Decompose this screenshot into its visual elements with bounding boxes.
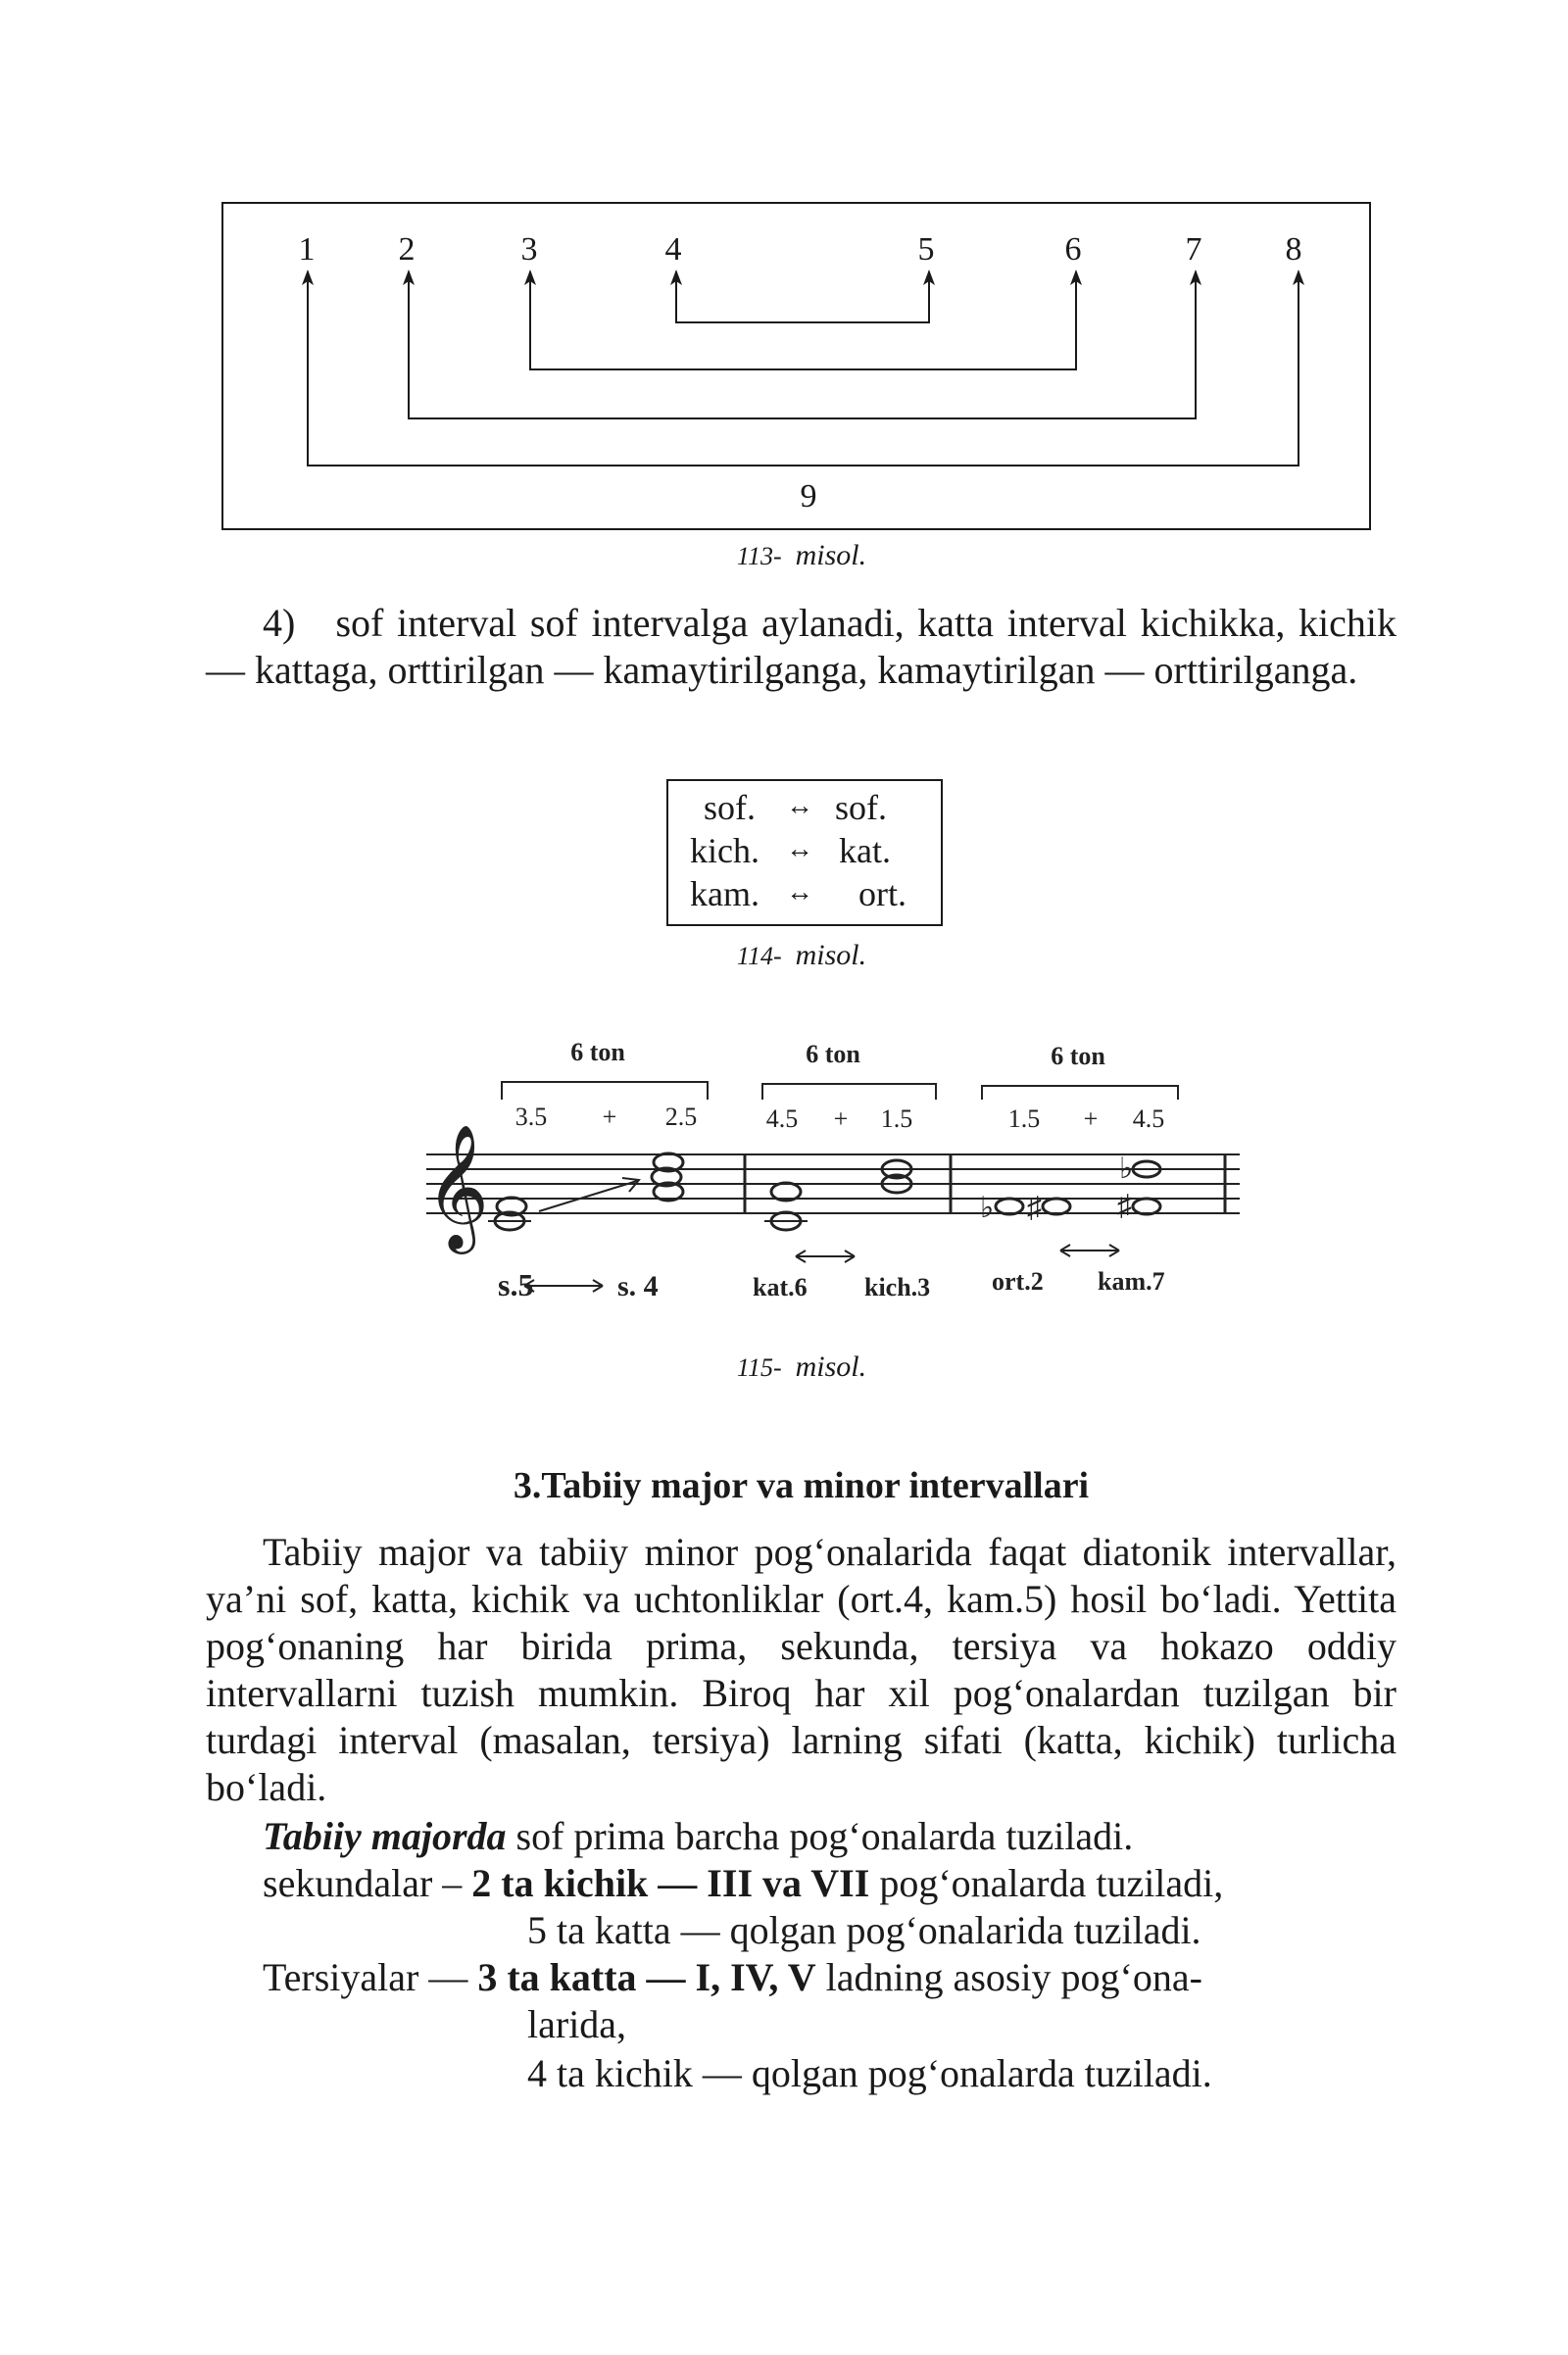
inversion-table [666,779,943,926]
thirds-line [263,1954,1202,2001]
diagram-number-2: 2 [398,231,416,268]
double-arrow-icon [524,1280,603,1292]
group1-b: 2.5 [664,1103,698,1131]
row1-left: sof. [704,788,756,827]
row3-left: kam. [690,874,760,913]
rule-text: sof interval sof intervalga aylanadi, katta interval kichikka, kichik — kattaga, orttirilgan — kamaytirilganga, kamaytirilgan — orttirilganga. [206,601,1397,692]
group2-a: 4.5 [765,1104,799,1133]
seconds-rest: pog‘onalarda tuziladi, [869,1861,1224,1905]
diagram-number-3: 3 [520,231,538,268]
seconds-line-2: 5 ta katta — qolgan pog‘onalarida tuziladi. [527,1908,1201,1952]
group3-op: + [1083,1104,1099,1133]
label-s5: s.5 [498,1267,534,1302]
thirds-line-2: larida, [527,2002,627,2046]
note [1043,1199,1070,1214]
thirds-label: Tersiyalar — [263,1955,478,1999]
caption-word: misol. [795,1350,867,1383]
diagram-number-9: 9 [800,478,817,515]
thirds-bold: 3 ta katta — I, IV, V [477,1955,816,1999]
group1-op: + [602,1103,617,1131]
seconds-bold: 2 ta kichik — III va VII [471,1861,870,1905]
seconds-label: sekundalar – [263,1861,472,1905]
group3-total: 6 ton [1051,1042,1105,1070]
caption-number: 114- [736,942,782,970]
sharp-icon: ♯ [1027,1192,1042,1224]
arc-3-6 [530,271,1076,369]
section-paragraph-1 [206,1529,1396,1811]
section-heading: 3.Tabiiy major va minor intervallari [513,1465,1090,1506]
caption-113 [606,539,998,572]
caption-number: 115- [736,1353,782,1382]
double-arrow-icon [1060,1245,1119,1256]
group1-total: 6 ton [570,1038,625,1066]
group2-b: 1.5 [880,1104,913,1133]
arc-2-7 [409,271,1196,418]
group3-a: 1.5 [1007,1104,1041,1133]
group1-a: 3.5 [514,1103,548,1131]
section-paragraph-text: Tabiiy major va tabiiy minor pog‘onalarida faqat diatonik intervallar, ya’ni sof, katta, kichik va uchtonliklar (ort.4, kam.5) hosil bo‘ladi. Yettita pog‘onaning har birida prima, sekunda, tersiya va hokazo oddiy intervallarni tuzish mumkin. Biroq har xil pog‘onalardan tuzilgan bir turdagi interval (masalan, tersiya) larning sifati (katta, kichik) turlicha bo‘ladi. [206,1530,1396,1809]
caption-number: 113- [736,542,782,570]
music-notation-example [421,1029,1245,1323]
row1-right: sof. [835,788,887,827]
label-s4: s. 4 [617,1270,659,1302]
row3-right: ort. [858,874,906,913]
label-ort2: ort.2 [992,1267,1044,1296]
row2-arrow: ↔ [786,834,813,864]
group2-op: + [833,1104,849,1133]
group3-bracket [982,1086,1178,1100]
flat-icon: ♭ [1119,1153,1134,1185]
double-arrow-icon [796,1251,855,1262]
seconds-line [263,1860,1223,1907]
caption-word: misol. [795,939,867,971]
rule-number: 4) [263,601,296,645]
group1-bracket [502,1082,708,1100]
major-label: Tabiiy majorda [263,1814,507,1858]
diagram-number-7: 7 [1185,231,1202,268]
major-line [263,1813,1133,1860]
label-kat6: kat.6 [753,1273,808,1301]
row2-right: kat. [839,831,891,870]
arc-4-5 [676,271,929,322]
diagram-number-4: 4 [664,231,682,268]
group3-b: 4.5 [1132,1104,1165,1133]
caption-115 [606,1350,998,1384]
label-kam7: kam.7 [1098,1267,1165,1296]
note [996,1199,1023,1214]
sharp-icon: ♯ [1117,1190,1132,1222]
thirds-rest: ladning asosiy pog‘ona- [815,1955,1202,1999]
diagram-number-1: 1 [298,231,316,268]
flat-icon: ♭ [980,1192,995,1224]
row2-left: kich. [690,831,760,870]
diagram-number-5: 5 [917,231,935,268]
diagram-number-6: 6 [1064,231,1082,268]
treble-clef-icon: 𝄞 [425,1127,490,1247]
rule-4-paragraph [206,600,1396,694]
thirds-line-3: 4 ta kichik — qolgan pog‘onalarda tuziladi. [527,2051,1212,2095]
group2-bracket [762,1084,936,1100]
caption-word: misol. [795,539,867,571]
group2-total: 6 ton [806,1040,860,1068]
row3-arrow: ↔ [786,877,813,908]
inversion-diagram [220,201,1372,534]
caption-114 [606,939,998,972]
diagram-number-8: 8 [1285,231,1302,268]
row1-arrow: ↔ [786,791,813,821]
major-rest: sof prima barcha pog‘onalarda tuziladi. [506,1814,1134,1858]
note [1133,1199,1160,1214]
label-kich3: kich.3 [864,1273,931,1301]
